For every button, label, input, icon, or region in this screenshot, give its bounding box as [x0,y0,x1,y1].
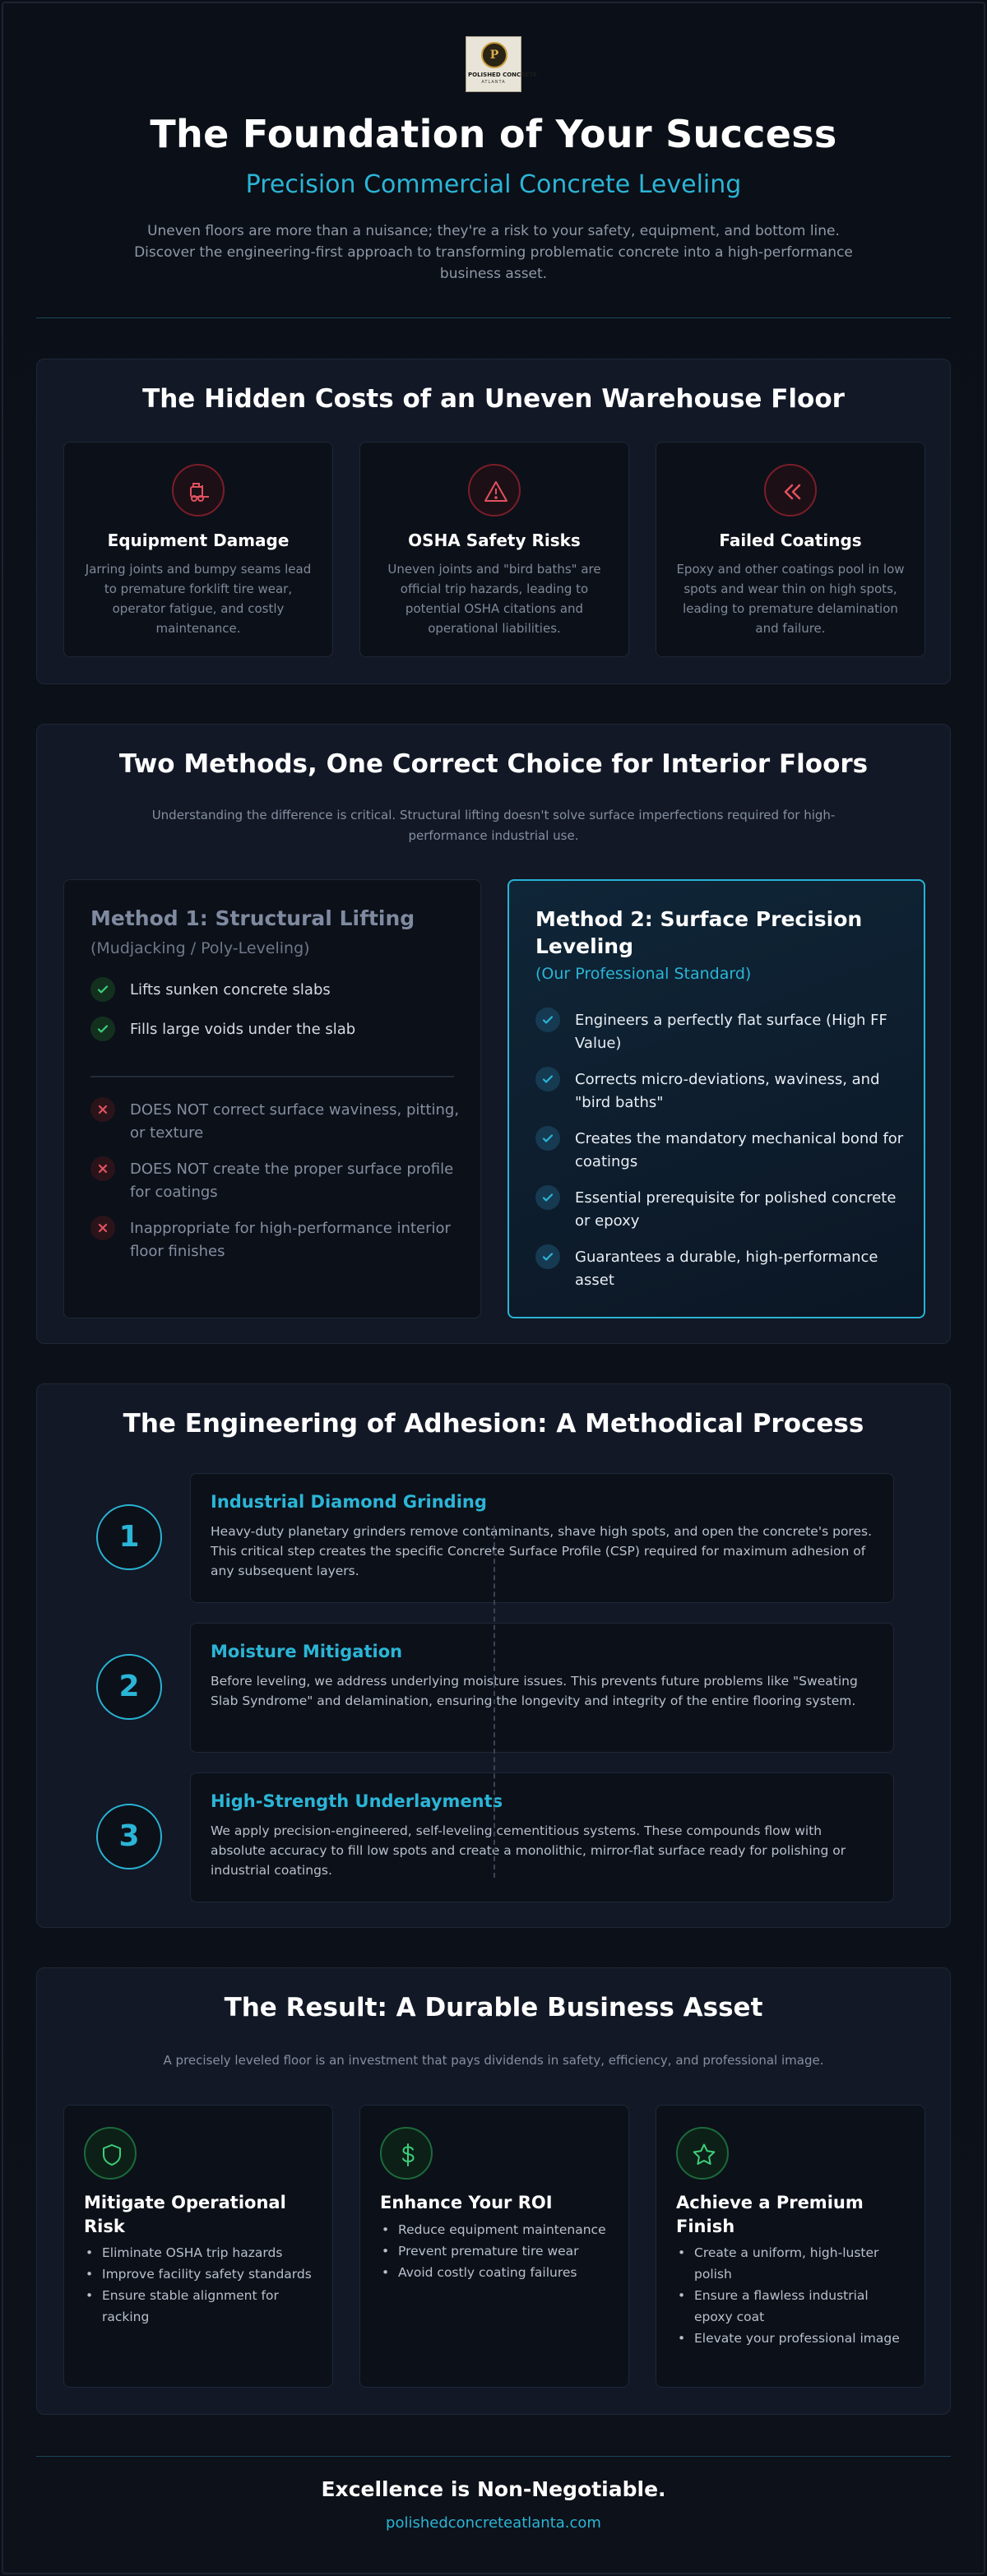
method-2-item-text: Guarantees a durable, high-performance asset [575,1249,878,1289]
cost-card-text: Uneven joints and "bird baths" are official trip hazards, leading to potential OSHA citations and operational liabilities. [387,562,601,636]
step-text: Heavy-duty planetary grinders remove contaminants, shave high spots, and open the concrete's pores. This critical step creates the specific Concrete Surface Profile (CSP) required for maximum adhesion of any subsequent layers. [211,1524,872,1578]
method-1-con-text: Inappropriate for high-performance interior floor finishes [130,1220,451,1260]
step-number-badge: 3 [96,1804,162,1869]
logo-text: POLISHED CONCRETE [468,72,537,78]
x-icon [90,1097,115,1122]
method-1-con-item [90,1156,461,1206]
step-number-badge: 1 [96,1504,162,1570]
header-divider [36,317,951,318]
section-title: The Engineering of Adhesion: A Methodical Process [123,1409,864,1439]
check-icon [535,1185,560,1210]
method-2-item-text: Corrects micro-deviations, waviness, and "bird baths" [575,1071,880,1111]
list-item: • Ensure a flawless industrial epoxy coat [676,2285,908,2328]
method-2-item [535,1067,904,1116]
page-title: The Foundation of Your Success [150,112,837,156]
list-item: • Prevent premature tire wear [380,2240,612,2262]
process-step-card [190,1623,894,1753]
list-item: • Elevate your professional image [676,2328,908,2349]
method-1-subtitle: (Mudjacking / Poly-Leveling) [90,939,310,957]
method-1-pro-text: Lifts sunken concrete slabs [130,981,331,998]
result-card-risk [63,2105,333,2388]
list-item: • Create a uniform, high-luster polish [676,2242,908,2285]
method-1-con-text: DOES NOT create the proper surface profile for coatings [130,1161,454,1201]
step-text: We apply precision-engineered, self-leveling cementitious systems. These compounds flow with absolute accuracy to fill low spots and create a monolithic, mirror-flat surface ready for polishing or industrial coatings. [211,1823,846,1878]
method-2-subtitle: (Our Professional Standard) [535,965,752,983]
step-title: High-Strength Underlayments [211,1791,503,1811]
method-2-item [535,1185,904,1235]
cost-card-equipment [63,442,333,657]
logo-subtext: ATLANTA [481,80,506,85]
step-title: Moisture Mitigation [211,1642,403,1661]
star-icon [676,2127,729,2180]
method-2-title: Method 2: Surface Precision Leveling [535,907,863,958]
method-2-card [507,879,925,1318]
result-section [36,1967,951,2415]
website-link[interactable]: polishedconcreteatlanta.com [386,2514,601,2532]
result-card-title: Achieve a Premium Finish [676,2193,864,2236]
check-icon [535,1008,560,1032]
cost-card-title: Failed Coatings [719,530,862,550]
process-connector-line [494,1526,495,1878]
list-item: • Ensure stable alignment for racking [84,2285,316,2328]
method-1-pro-item [90,977,461,1010]
method-1-card [63,879,481,1318]
section-description: A precisely leveled floor is an investment that pays dividends in safety, efficiency, and professional image. [163,2053,824,2068]
method-2-item-text: Essential prerequisite for polished concrete or epoxy [575,1189,897,1230]
method-1-con-item [90,1216,461,1265]
method-2-item [535,1126,904,1175]
section-title: The Hidden Costs of an Uneven Warehouse Floor [142,384,845,414]
logo-mark-icon: P [481,42,507,68]
method-1-pro-text: Fills large voids under the slab [130,1021,356,1038]
list-item: • Avoid costly coating failures [380,2262,612,2283]
result-card-list [676,2242,908,2349]
method-2-item [535,1244,904,1294]
cost-card-coatings [656,442,925,657]
x-icon [90,1156,115,1181]
forklift-icon [172,464,225,517]
methods-section [36,724,951,1344]
shield-icon [84,2127,137,2180]
result-card-title: Mitigate Operational Risk [84,2193,286,2236]
list-item: • Improve facility safety standards [84,2263,316,2285]
check-icon [535,1244,560,1269]
cost-card-title: Equipment Damage [107,530,290,550]
hidden-costs-section [36,359,951,684]
result-card-finish [656,2105,925,2388]
warning-icon [468,464,521,517]
check-icon [90,1017,115,1041]
method-1-title: Method 1: Structural Lifting [90,906,415,930]
footer-title: Excellence is Non-Negotiable. [321,2477,666,2501]
cost-card-text: Jarring joints and bumpy seams lead to premature forklift tire wear, operator fatigue, and costly maintenance. [85,562,312,636]
cost-card-text: Epoxy and other coatings pool in low spots and wear thin on high spots, leading to premature delamination and failure. [676,562,905,636]
method-1-pro-item [90,1017,461,1049]
result-card-title: Enhance Your ROI [380,2193,553,2212]
check-icon [90,977,115,1002]
chevrons-left-icon [764,464,817,517]
step-number-badge: 2 [96,1654,162,1720]
method-1-divider [90,1076,454,1077]
method-1-con-text: DOES NOT correct surface waviness, pitting, or texture [130,1101,460,1142]
section-title: Two Methods, One Correct Choice for Interior Floors [118,749,869,779]
cost-card-title: OSHA Safety Risks [408,530,581,550]
result-card-roi [359,2105,629,2388]
list-item: • Reduce equipment maintenance [380,2219,612,2240]
process-step-card [190,1473,894,1603]
process-section [36,1383,951,1928]
result-card-list [380,2219,612,2283]
page-subtitle: Precision Commercial Concrete Leveling [245,170,742,199]
cost-card-osha [359,442,629,657]
footer-divider [36,2456,951,2457]
method-2-item-text: Creates the mandatory mechanical bond for coatings [575,1130,904,1170]
check-icon [535,1126,560,1151]
method-2-item-text: Engineers a perfectly flat surface (High FF Value) [575,1012,887,1052]
list-item: • Eliminate OSHA trip hazards [84,2242,316,2263]
check-icon [535,1067,560,1091]
process-step-card [190,1772,894,1902]
dollar-icon [380,2127,433,2180]
step-text: Before leveling, we address underlying moisture issues. This prevents future problems like "Sweating Slab Syndrome" and delamination, ensuring the longevity and integrity of the entire flooring system. [211,1674,858,1708]
x-icon [90,1216,115,1240]
result-card-list [84,2242,316,2328]
section-title: The Result: A Durable Business Asset [224,1993,763,2022]
method-2-item [535,1008,904,1057]
step-title: Industrial Diamond Grinding [211,1492,487,1512]
company-logo [466,36,537,92]
method-1-con-item [90,1097,461,1147]
section-description: Understanding the difference is critical. Structural lifting doesn't solve surface imperfections required for high-performance industrial use. [151,808,836,843]
page-description: Uneven floors are more than a nuisance; they're a risk to your safety, equipment, and bottom line. Discover the engineering-first approach to transforming problematic concrete into a high-performance business asset. [134,223,853,282]
